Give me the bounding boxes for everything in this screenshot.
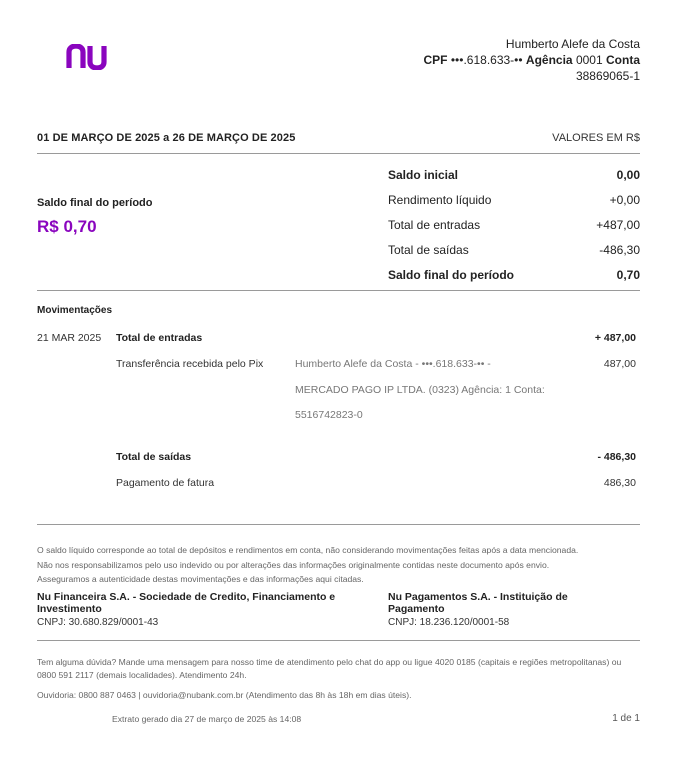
summary-row-value: 0,00 — [616, 167, 640, 182]
company-info — [37, 591, 372, 628]
saidas-total-label: Total de saídas — [116, 451, 192, 463]
holder-document-line — [424, 52, 640, 68]
section-divider — [37, 524, 640, 525]
section-divider — [37, 640, 640, 641]
help-text: Tem alguma dúvida? Mande uma mensagem para nosso time de atendimento pelo chat do app ou ligue 4020 0185 (capitais e regiões metropolitanas) ou 0800 591 2117 (demais localidades). Atendimento 24h. — [37, 657, 622, 680]
movement-item-amount: 487,00 — [603, 358, 636, 370]
final-balance-highlight — [37, 197, 153, 237]
disclaimer-line: O saldo líquido corresponde ao total de depósitos e rendimentos em conta, não considerando movimentações feitas após a data mencionada. — [37, 545, 579, 555]
summary-row-value: +487,00 — [596, 217, 640, 232]
balance-summary-table — [388, 162, 640, 287]
currency-note: VALORES EM R$ — [552, 131, 640, 144]
company-info — [388, 591, 618, 628]
movements-title: Movimentações — [37, 305, 113, 316]
summary-row-label: Rendimento líquido — [388, 192, 492, 207]
company-name: Nu Pagamentos S.A. - Instituição de Pagamento — [388, 591, 568, 615]
summary-row-label: Total de saídas — [388, 242, 469, 257]
entradas-total-amount: + 487,00 — [594, 332, 636, 344]
summary-row-label: Saldo inicial — [388, 167, 459, 182]
movement-item-detail: Humberto Alefe da Costa - •••.618.633-•• - — [295, 358, 491, 370]
disclaimer — [37, 543, 640, 587]
period-title: 01 DE MARÇO DE 2025 a 26 DE MARÇO DE 2025 — [37, 131, 296, 144]
disclaimer-line: Asseguramos a autenticidade destas movimentações e das informações aqui citadas. — [37, 574, 364, 584]
summary-row — [388, 162, 640, 187]
summary-row-label: Saldo final do período — [388, 267, 514, 282]
entradas-total-label: Total de entradas — [116, 332, 203, 344]
saidas-total-amount: - 486,30 — [597, 451, 636, 463]
section-divider — [37, 290, 640, 291]
summary-row — [388, 237, 640, 262]
company-name: Nu Financeira S.A. - Sociedade de Credito, Financiamento e Investimento — [37, 591, 336, 615]
movement-item-detail: MERCADO PAGO IP LTDA. (0323) Agência: 1 Conta: — [295, 384, 545, 396]
final-balance-value: R$ 0,70 — [37, 217, 97, 236]
conta-label: Conta — [606, 53, 640, 67]
movement-date: 21 MAR 2025 — [37, 332, 102, 344]
summary-row — [388, 187, 640, 212]
summary-row-value: 0,70 — [616, 267, 640, 282]
ouvidoria-text: Ouvidoria: 0800 887 0463 | ouvidoria@nubank.com.br (Atendimento das 8h às 18h em dias úteis). — [37, 690, 412, 700]
disclaimer-line: Não nos responsabilizamos pelo uso indevido ou por alterações das informações originalmente contidas neste documento após envio. — [37, 559, 550, 570]
company-cnpj: CNPJ: 18.236.120/0001-58 — [388, 617, 510, 628]
summary-row — [388, 212, 640, 237]
company-cnpj: CNPJ: 30.680.829/0001-43 — [37, 617, 159, 628]
conta-value: 38869065-1 — [575, 69, 640, 83]
summary-row-value: -486,30 — [599, 242, 640, 257]
period-bar — [37, 128, 640, 154]
movement-item-label: Transferência recebida pelo Pix — [116, 358, 264, 370]
movement-item-detail: 5516742823-0 — [295, 409, 363, 421]
account-holder-info — [424, 36, 640, 84]
agencia-label: Agência — [525, 53, 573, 67]
agencia-value: 0001 — [575, 53, 603, 67]
page-number: 1 de 1 — [612, 713, 640, 724]
holder-name: Humberto Alefe da Costa — [505, 37, 640, 51]
summary-row-label: Total de entradas — [388, 217, 481, 232]
movement-item-amount: 486,30 — [603, 477, 636, 489]
final-balance-label: Saldo final do período — [37, 197, 153, 209]
summary-row — [388, 262, 640, 287]
cpf-value: •••.618.633-•• — [450, 53, 523, 67]
nu-logo-icon — [66, 44, 110, 70]
movement-item-label: Pagamento de fatura — [116, 477, 215, 489]
cpf-label: CPF — [423, 53, 448, 67]
summary-row-value: +0,00 — [609, 192, 640, 207]
generated-note: Extrato gerado dia 27 de março de 2025 às 14:08 — [112, 714, 302, 724]
